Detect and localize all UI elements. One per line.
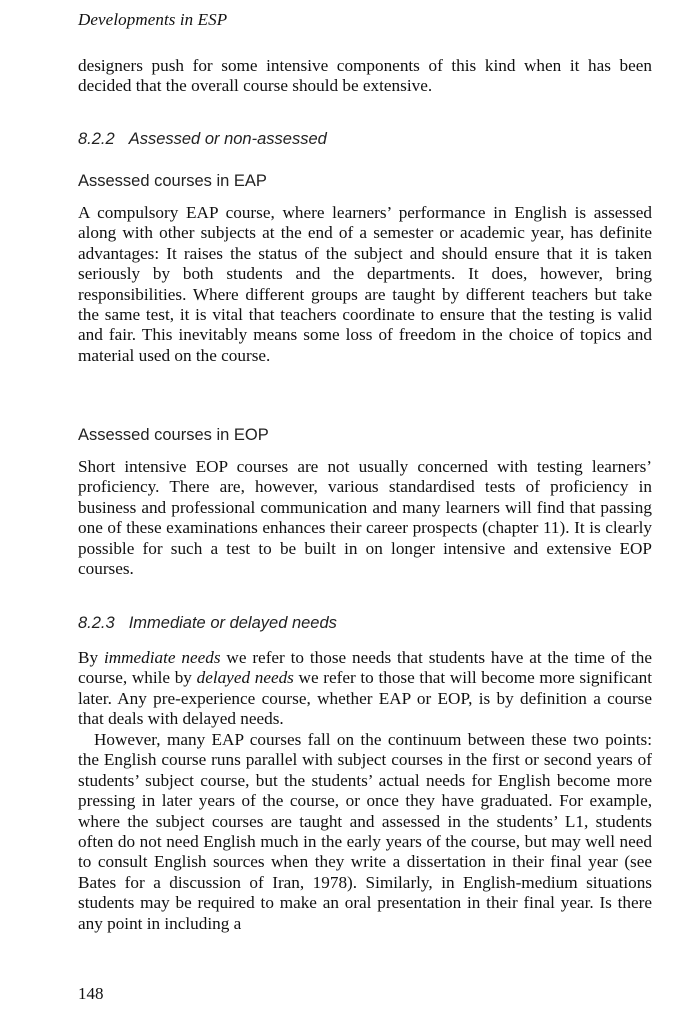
- section-heading-8-2-3: [78, 614, 337, 633]
- intro-paragraph: designers push for some intensive components of this kind when it has been decided that the overall course should be extensive.: [78, 56, 652, 96]
- section-title: Immediate or delayed needs: [128, 614, 337, 632]
- running-head: Developments in ESP: [78, 10, 228, 29]
- section-heading-8-2-2: [78, 130, 327, 149]
- paragraph-assessed-eop: Short intensive EOP courses are not usually concerned with testing learners’ proficiency. There are, however, various standardised tests of proficiency in business and professional communication and many learners will find that passing one of these examinations enhances their career prospects (chapter 11). It is clearly possible for such a test to be built in on longer intensive and extensive EOP courses.: [78, 457, 652, 579]
- book-page: [78, 0, 652, 1024]
- term-immediate-needs: immediate needs: [103, 648, 221, 667]
- subheading-assessed-eop: Assessed courses in EOP: [78, 426, 269, 444]
- section-number: 8.2.2: [78, 130, 115, 148]
- text-run: we refer to those needs that students have at the time of the course, while by: [78, 648, 652, 688]
- subheading-assessed-eap: Assessed courses in EAP: [78, 172, 267, 190]
- term-delayed-needs: delayed needs: [196, 668, 294, 688]
- section-title: Assessed or non-assessed: [128, 130, 327, 148]
- text-run: we refer to those that will become more significant later. Any pre-experience course, whether EAP or EOP, is by definition a course that deals with delayed needs.: [78, 668, 652, 729]
- paragraph-immediate-delayed: [78, 648, 652, 730]
- paragraph-assessed-eap: A compulsory EAP course, where learners’ performance in English is assessed along with other subjects at the end of a semester or academic year, has definite advantages: It raises the status of the subject and should ensure that it is taken seriously by both students and the departments. It does, however, bring responsibilities. Where different groups are taught by different teachers but take the same test, it is vital that teachers coordinate to ensure that the testing is valid and fair. This inevitably means some loss of freedom in the choice of topics and material used on the course.: [78, 203, 652, 365]
- page-number: 148: [78, 984, 104, 1003]
- section-number: 8.2.3: [78, 614, 115, 632]
- paragraph-eap-continuum: However, many EAP courses fall on the continuum between these two points: the English course runs parallel with subject courses in the first or second years of students’ subject course, but the students’ actual needs for English become more pressing in later years of the course, or once they have graduated. For example, where the subject courses are taught and assessed in the students’ L1, students often do not need English much in the early years of the course, but may well need to consult English sources when they write a dissertation in their final year (see Bates for a discussion of Iran, 1978). Similarly, in English-medium situations students may be required to make an oral presentation in their final year. Is there any point in including a: [78, 730, 652, 933]
- text-run: By: [78, 648, 104, 667]
